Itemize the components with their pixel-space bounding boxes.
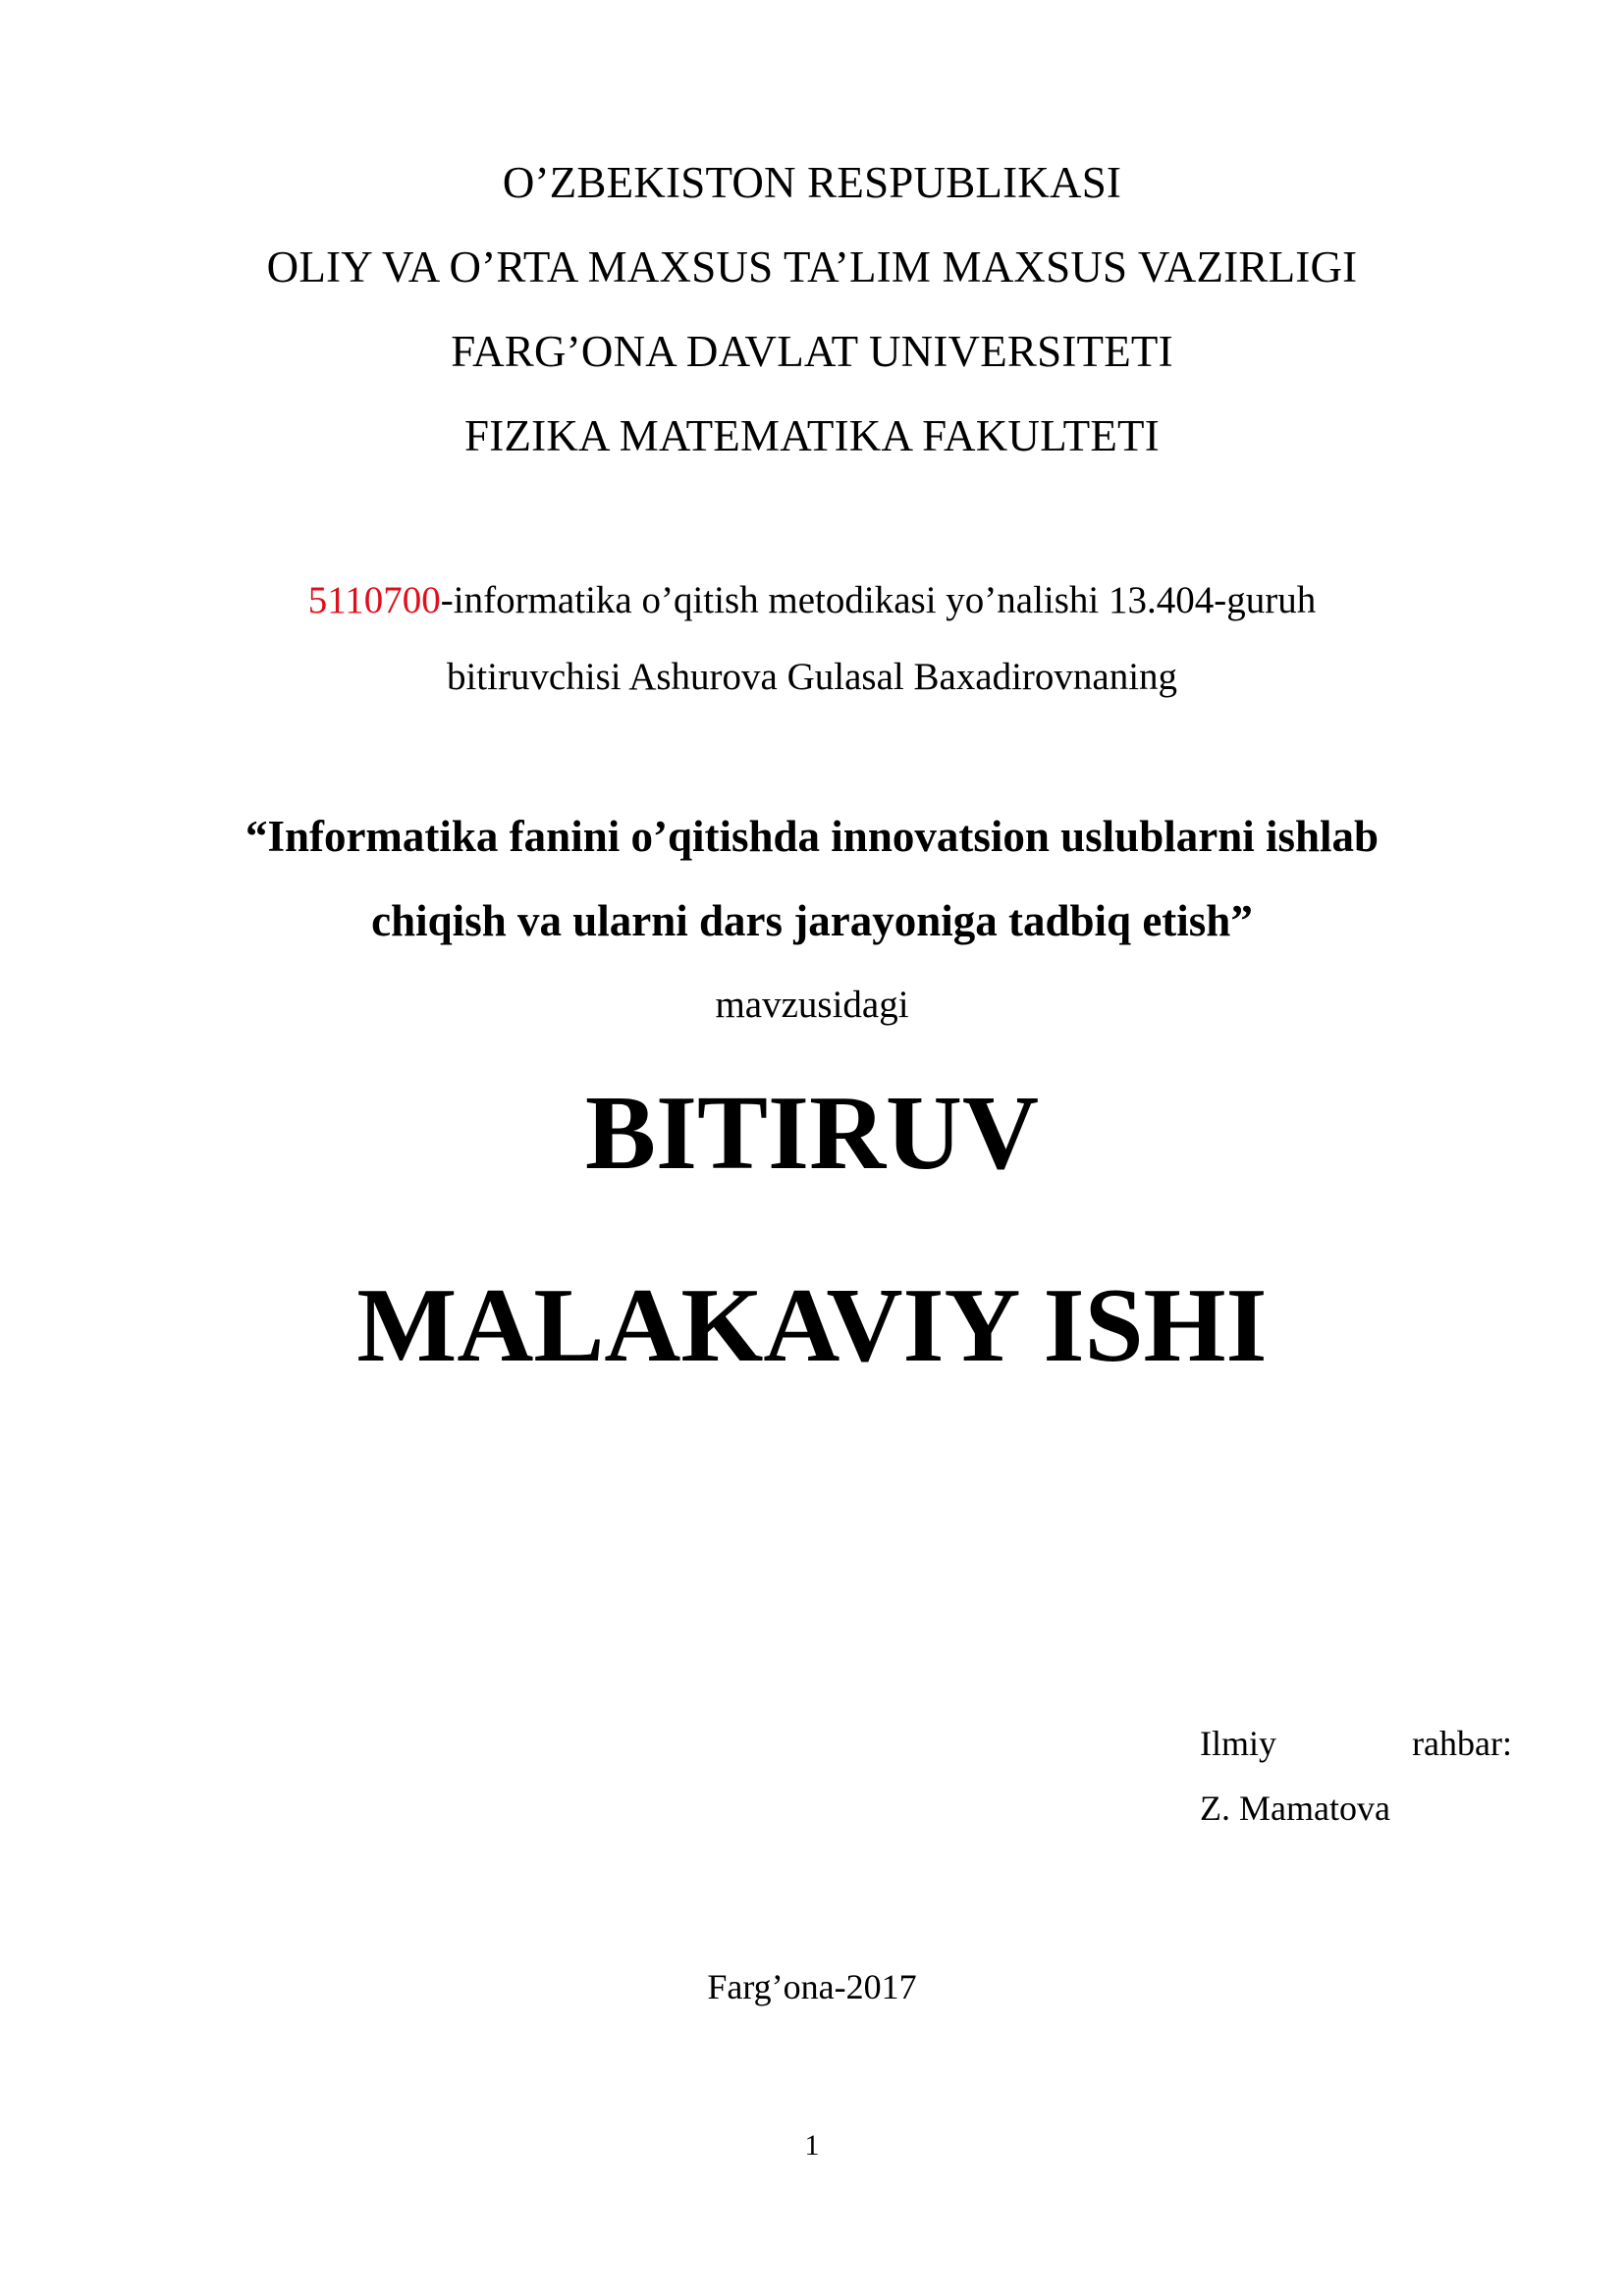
student-name-line: bitiruvchisi Ashurova Gulasal Baxadirovnaning <box>446 656 1178 698</box>
city-year: Farg’ona-2017 <box>707 1967 917 2006</box>
header-university: FARG’ONA DAVLAT UNIVERSITETI <box>451 327 1173 376</box>
student-specialty-line <box>0 575 1624 626</box>
supervisor-block <box>1200 1720 1512 1832</box>
topic-suffix: mavzusidagi <box>715 984 909 1026</box>
specialty-code: 5110700 <box>307 579 441 621</box>
work-type-line-1: BITIRUV <box>584 1075 1040 1192</box>
specialty-text: -informatika o’qitish metodikasi yo’nalishi 13.404-guruh <box>440 579 1317 621</box>
header-country: O’ZBEKISTON RESPUBLIKASI <box>502 158 1122 207</box>
header-ministry: OLIY VA O’RTA MAXSUS TA’LIM MAXSUS VAZIRLIGI <box>266 242 1358 292</box>
supervisor-label-word1: Ilmiy <box>1200 1724 1276 1763</box>
topic-line-2: chiqish va ularni dars jarayoniga tadbiq etish” <box>371 896 1253 945</box>
supervisor-label <box>1200 1720 1512 1767</box>
header-faculty: FIZIKA MATEMATIKA FAKULTETI <box>464 411 1160 460</box>
supervisor-label-word2: rahbar: <box>1412 1724 1512 1763</box>
supervisor-name: Z. Mamatova <box>1200 1789 1390 1828</box>
topic-line-1: “Informatika fanini o’qitishda innovatsion uslublarni ishlab <box>244 812 1380 861</box>
page-number: 1 <box>804 2129 820 2162</box>
work-type-line-2: MALAKAVIY ISHI <box>356 1267 1268 1384</box>
